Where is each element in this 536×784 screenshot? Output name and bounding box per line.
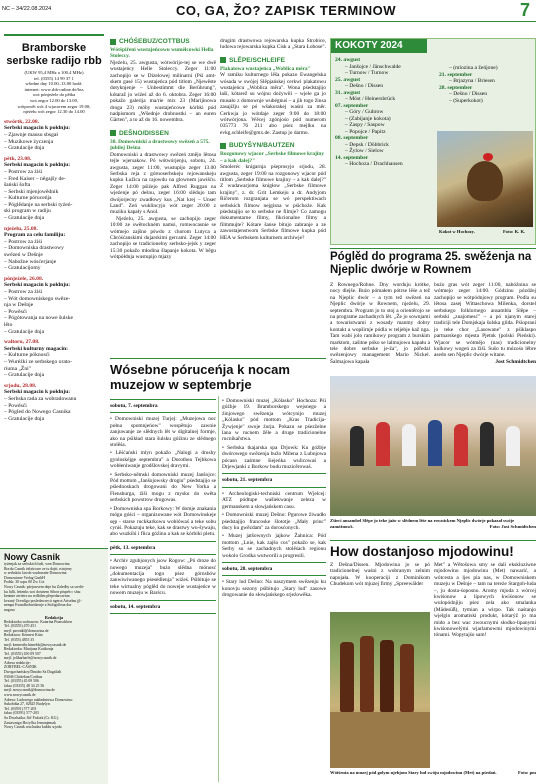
impressum-line: w serbskóu lawoh wudawańe Domowina xyxy=(4,571,67,576)
body-film: Smoleréc knigarnja pśeprosyjo srjodu, 28. awgusta, zeger 19:00 na rozgonowy wjacor pód titlom „Serbske filmowe krajiny – a kak dalej?" Z wudawarjoma knigłow „Serbske filmowe krajiny", z. dr. Grit Lemkeju a dr. Andyjom Ričerom rozgranjata se wó perspektiwach serbskich filmow nejgisna w pśichoźe. Kak pśedstajijo se to serbske ne filmje? Co zamogu dokumentarne filmy, fikcionalne filmy a filmmujte? Kótare šanse bitujo zabranje a ze zawostajenstwom Serbske filmowe kupka pód HEA w Serbskem kulturnem archiwje? xyxy=(220,164,326,241)
dancer-shape xyxy=(350,426,364,466)
kokoty-date: 21. september xyxy=(439,71,473,78)
redakcija-line: Redaktoru: Kennert Kitta xyxy=(4,633,43,638)
redakcija-line: www.nowycasnik.de xyxy=(4,693,36,698)
body-dissen-2: Njeźelu, 25. awgusta, se zachopijo zeger 10:00 ze swětockném namsi, romwocasnie se wótmejo zajšno pśwdo z chorom Lutyca a Chróśćanskimi dujarskimi gercami. Zeger 14:00 zachopijo se tradicionelny serbsko-jejsk y zeger 15:30 pokažo młodina šlapanje kokota. W běgu wótpółdnja wustupijo mjazy xyxy=(110,215,216,261)
museum-calendar-col2 xyxy=(222,396,326,599)
program-item: – Powěsći xyxy=(4,402,27,409)
folklore-photo xyxy=(330,376,536,516)
kokoty-place: – Janšojce / Jänschwalde xyxy=(345,63,401,70)
program-item: nja w Dešnje xyxy=(4,302,34,309)
redakcija-line: Nowy Casnik wuchadza kuždu srjodu xyxy=(4,725,62,730)
kokoty-place: – Žylow / Sielow xyxy=(345,148,384,154)
section-label: DEŠNO/DISSEN xyxy=(119,129,169,137)
kokoty-box xyxy=(330,38,536,245)
column-schleife xyxy=(220,38,326,241)
radio-address-line: wšedne dny 10.00–13.00 hodź. xyxy=(25,81,83,87)
kokoty-place: – Brjazyna / Briesen xyxy=(449,78,495,84)
article1-col2-text: buźo gras wót zeger 11:00, nabóźnina se wótmejo zeger 14:00. Gódzinu pózdźej zachopijo se wótpódnjowy program. Podla su lětosa zasej Wittaschowa Milenka, dorstel serbskego folklornego ansambla Slěpe – serbski „znajomesć" – a pó njanym starej tradiciji tele Domjskaja šulska gilda. Pśiopraní jo teke chor „Lasowane" z pśiklaspo partnarskego mjesta Pjetnk (polski Pieński). Wjacor se wótmějo (nas) tradicionelny kulkowy wogeń za žiši. Sušo tu mózośo lěbre asedo sen Njeplic dwórje witane. xyxy=(434,282,536,359)
calendar-date: sobotu, 21. septembra xyxy=(222,477,273,484)
redakcija-line: Adresa redakcije: xyxy=(4,660,31,665)
program-day: njeźelu, 25.08. xyxy=(4,225,38,232)
program-item: – Postrow za źiśi xyxy=(4,289,43,295)
headline-plakat: Plakatowa wustajeńca „Woblica měra" xyxy=(220,65,311,72)
redakcija-line: Tel. (0355) 4855 35 xyxy=(4,637,35,642)
program-item: – Fred Kaiser – něgajšy de- xyxy=(4,175,66,182)
section-schleife xyxy=(220,57,326,64)
impressum-line: nempa Ewmdbobwitkenje a Stoligolleaa dor xyxy=(4,603,72,608)
program-item: – Gratulacijomy xyxy=(4,265,41,272)
kokoty-credit: Foto: K. K. xyxy=(503,229,526,234)
kokoty-place: – (Zabijanje kokota) xyxy=(345,115,391,122)
body-continuation: drugim drastwowa rejowarska kupka Strobice, ludowa rejowarska kupka Cisk a „Stara Łobose". xyxy=(220,38,326,51)
impressum-line: Bordu Casnik źelaśrowe ze tu dajń; rsiwjeny xyxy=(4,566,72,571)
program-day: stwórtk, 22.08. xyxy=(4,118,40,125)
dancer-shape xyxy=(402,424,416,466)
calendar-rule xyxy=(222,487,326,488)
calendar-date: pětk, 13. septembra xyxy=(110,544,156,551)
redakcija-line: Redaktorka: Marijana Kottkonja xyxy=(4,647,54,652)
section-square-icon xyxy=(220,143,226,149)
impressum-line: kentnie atvietrs na redltilen přepedarczeran xyxy=(4,594,70,599)
kokoty-list-left xyxy=(335,57,435,168)
program-item: – Wuréźki ze serbskego orato- xyxy=(4,358,73,365)
section-square-icon xyxy=(110,39,116,45)
program-item: – Postrow za źiśi xyxy=(4,168,43,175)
calendar-entry: • Serbska tkajarska spa Drjowk: Ku góźbje dwórowego swězenja bužo Milena z Lubnjowa pócasn zaśmne šiejeńka wulicowaś a Drjewjanki z Borkow budu muzicěrowaś. xyxy=(222,444,326,471)
section-square-icon xyxy=(110,130,116,136)
program-day: wałtoru, 27.08. xyxy=(4,339,40,346)
program-item: – Kulturne póruceńja xyxy=(4,195,52,202)
kokoty-date: 25. awgust xyxy=(335,76,361,83)
redakcija-line: 03046 Chóśebuz/Cottbus xyxy=(4,674,43,679)
program-item: – Serbski mjenjowědnik xyxy=(4,188,59,195)
calendar-entry: • Lěśćański mlyn pokažo „Nalogi a drushy gynloskéjge septembra" a Dorothea Tejbkowa wobłeniwanje grodšlovskej dravymi. xyxy=(110,450,216,470)
redakcija-heading: Redakcija xyxy=(44,614,64,620)
calendar-entry: • Domowniski muzej Turjej: „Muzejowa noc połna spomnjeńow" wospětujo zawnie zanjuwanje ze slědnych lět w digitalnej formje, ako na pśikład stara šulsku góźinu ze slědnego stolěśa. xyxy=(110,416,216,449)
article1-caption xyxy=(330,518,536,529)
calendar-entry: • Muzej jatšownych jajkow Žahnica: Pód mottom „Lnie, kak zajšo cos" pokažo se, kak Serby su se zachadnych stolěśach regionu wokolo Grodka wutworili a progresili. xyxy=(222,533,326,559)
calendar-rule xyxy=(110,399,216,400)
calendar-entry: • Domowniski muzej „Kólasko" Hochoza: Pśi góźbje 19. Bramborskego wejsnego a źinjowego swězenja wótcynijo muzej „Kólasko" pód mottom „Kras Tradicija-Žywjenje" swoje źurja. Pokazu se pśezželne lana w rucnem žěle a druge tradicionelne rucnikařstwa. xyxy=(222,398,326,443)
calendar-rule xyxy=(110,613,216,614)
divider xyxy=(330,540,536,541)
bottle-shape xyxy=(360,636,374,712)
program-item: riuma „Žni" xyxy=(4,365,31,372)
program-item: ski program w radiju xyxy=(4,208,51,215)
kokoty-place: – Dešno / Dissen xyxy=(345,83,384,89)
body-hella: Njeźelu, 25. awgusta, wótwórijo-tej se we dwě wustajeńcy Helle Stoleccy. Zeger 11:00 zachopijo se w Dizelowej milinarni (Pśi amt-skem gasé 15) wustajeńca pód titlom „Njewěste dotyknjenje – Unbestimmt die Berührung", kótaraž jo wiźeś až do 6. oktobra. Zeger 16:00 pokažo galerija ma/rie mix 23 (Marijinowa droga 23) móby wustajeńcowe kórbki pód nadpismom „Wšednje drobnostki – an euren Gärten", a to až do 16. nowembra. xyxy=(110,59,216,124)
article1-author: Jost Schmidtchen xyxy=(495,358,536,365)
calendar-entry: • Domowniska spa Borkowy: W domje znakania mógu góści – organizowane wót Domowinskeje sęp - starse ruckkarkowu woblówaś a teke sobu cyniś. Pokazuju teke, kak se drastwy wu-šywaju, abo wuzkilú i flica góźinu a kak se kórbiki pletu. xyxy=(110,505,216,538)
program-item: – Zjawnje mausu sbsgał xyxy=(4,131,58,138)
article1-credit: Foto: Jost Schmidtchen xyxy=(489,523,536,529)
redakcija-body xyxy=(4,620,104,730)
issue-label: NC – 34/22.08.2024 xyxy=(2,6,52,12)
kokoty-place: – (mlozina a žeńjone) xyxy=(449,65,498,71)
dancer-shape xyxy=(480,422,494,466)
kokoty-title: KOKOTY 2024 xyxy=(331,39,427,53)
article3-body-text: Met" a Wětošowa smy se dali ekskluziwne mjodowinu mjodowinu (Met) nawarić, a wótcesta a ljes pla nas, w Domowniskem muzeju w Dešnje – tam na tereże Stargoh-luda –, ju dosta-śoposno. Aromy mjoda z wórcej kwiśonow a lipowych kwiśonow se wulopódnjiju pśez zela ako smalanka (Mädesüß), tymian a wirpo. Tak naśtanjo wjelgin aromatiski produkt, kótarýž jo ma mido a bez wac zwoucnymi słodko-lipanymi kwiśonowelými wjarlamowmi mjodowinymi tónami. Wopytajśo sam! xyxy=(434,562,536,639)
program-item: – Postrow za źiśi xyxy=(4,238,43,245)
section-label: CHÓŚEBUZ/COTTBUS xyxy=(119,38,190,45)
kokoty-date: 07. september xyxy=(335,102,369,109)
program-item: lěto xyxy=(4,321,13,328)
rooster-photo xyxy=(437,131,533,227)
program-item: – Pógótowanja na nowe šulske xyxy=(4,315,73,322)
kokoty-date: 14. september xyxy=(335,154,369,161)
program-item: – Serbska rada za wobradowanu xyxy=(4,395,77,402)
kokoty-place: – Turnow / Turnow xyxy=(345,70,389,76)
article2-title-line2: muzejow w septembrje xyxy=(110,377,252,392)
program-item: – Muzikowe życzenja xyxy=(4,138,54,145)
program-item: Serbski kulturny magacin: xyxy=(4,345,69,352)
redakcija-line: Tel. (03555) 470 451 xyxy=(4,624,37,629)
program-item: – Gratulacije dnja xyxy=(4,215,45,222)
redakcija-line: Adresa: Ludowego nakładnistwa Domowina: xyxy=(4,697,73,702)
radio-address-line: tel. (0355) 14 99 37 1 xyxy=(34,75,74,81)
column-cottbus xyxy=(110,38,216,261)
calendar-entry: • Domowniski muzej Dešno: Pgurowe žiwadło pśedstajijo francoske šlototje „Mały princ" ducy ku gwězdam" za dorosćonych. xyxy=(222,512,326,531)
redakcija-line: mejl: kennertbr.himelds@nowycasnik.de xyxy=(4,642,67,647)
calendar-rule xyxy=(110,412,216,413)
article3-lead: Z Dešna/Dissen. Mjodowina jo se pó tradicionelnej waśni z wobranym zelnim napojała. W kooperaciji z Dominikom Chudekom wót mjuzej firmy „Spreewälder xyxy=(330,562,430,588)
article2-title-line1: Wósebne póruceńja k nocam xyxy=(110,362,290,377)
kokoty-caption: Kokot w Hochozy. xyxy=(439,229,475,234)
program-item: – Wót domowniskego swěze- xyxy=(4,295,71,302)
dancer-shape xyxy=(506,426,520,466)
redakcija-line: Sa Dwalsatka: Jitř Fuloxk (Cr. KG), xyxy=(4,716,59,720)
dancer-shape xyxy=(376,422,390,466)
calendar-entry: • Archeologiski-techniski centrum Wjelcej: ATZ pódtupe wašiekwanje zeleza w germanskem a slowjańskem casu. xyxy=(222,490,326,510)
radio-title-2: serbske radijo rbb xyxy=(6,54,102,67)
impressum-line: Podsk: 30 sopu 00 Zw Cot xyxy=(4,580,45,585)
redakcija-line: Dwogachańskoy/Dmabo Sa Dugaliali xyxy=(4,670,62,675)
article1-title: Póglěd do programa 25. swěźenja na Njeplic dwórje w Rownem xyxy=(330,251,532,276)
program-item: – Gratulacije dnja xyxy=(4,415,45,422)
radio-program xyxy=(0,119,108,423)
article1-col1: Z Rownego/Rohne. Dny worduju krótke, nocy dlejše. Bużo pómałem pótrse lěśe a tež na Njeplic dwór – a tym tež swězeń na Njeplic dwórje w Rownem, njeźelu, 29. septembra. Program jo to stoj a orientěrojo se na programe zachadnych lět. „Že jo sownjami a towaristwami z wosady manmy dobry kontakt a wopširnje pódla w teljebje kaž nga. Tam wabi jolo ramikowy program z burskim marktom, zašitne póko se lalmujowu kapału a tele dobre serbske je-ža", jo póředal swězenjowy management Mario Nickel. Šalmajowa kapała xyxy=(330,282,430,365)
radio-address-line: internet: www.rbb-online.de/bss xyxy=(24,86,84,92)
impressum-line: Domowinne Verlag GmbH xyxy=(4,575,45,580)
redakcija-line: ZORYBEL-CASNIK xyxy=(4,665,37,670)
calendar-rule xyxy=(110,554,216,555)
dancer-shape xyxy=(428,420,442,466)
program-item: swězeń w Dešnje xyxy=(4,252,43,259)
kokoty-date: 31. awgust xyxy=(335,89,361,96)
section-dissen xyxy=(110,130,216,137)
impressum-line: nugoso xyxy=(4,607,15,612)
redakcija-line: Tel. (03555) 450 09 507 xyxy=(4,651,41,656)
museum-calendar-col1 xyxy=(110,396,216,617)
kokoty-date: 24. awgust xyxy=(335,57,361,63)
redakcija-line: Tel. (03591) 577-203 xyxy=(4,706,37,711)
radio-address-line: wótpowět wót 4 wjacorem zegor 19.00; xyxy=(17,103,91,109)
bottle-shape xyxy=(380,640,394,712)
calendar-rule xyxy=(110,541,216,542)
kokoty-place: – Popojce / Papitz xyxy=(345,128,386,135)
section-label: SLĚPE/SCHLEIFE xyxy=(229,56,286,64)
program-item: – Nabožne wósćerjanje xyxy=(4,258,57,265)
section-cottbus xyxy=(110,38,216,45)
article3-body xyxy=(434,562,536,639)
program-item: – Póglědanje na serbski tyźeń- xyxy=(4,201,73,208)
program-item: Program za celu familiju: xyxy=(4,232,66,239)
radio-address xyxy=(4,70,104,115)
article3-credit: Foto: pm xyxy=(518,770,536,775)
headline-hella: Wótšpiřeni wustajeńcowu wumělcowki Hella Stoleccy. xyxy=(110,47,214,60)
program-item: šański šofta xyxy=(4,182,31,189)
program-item: – Powěsći xyxy=(4,308,27,315)
kokoty-date: 28. september xyxy=(439,84,473,91)
program-item: – Pógled do Nowego Casnika xyxy=(4,409,71,416)
calendar-entry: • Serbsko-němski domowniski muzej Janšojce: Pód mottom „Janšojowsky drogiu" pśedstajijo se pśiednoskach drogowani do New Yorka a Flensburga, źiši mogu z mysku do swěta serbskich powstrow drogowas. xyxy=(110,471,216,504)
kokoty-place: – Zaspy / Saspow xyxy=(345,122,385,128)
article2-title xyxy=(110,362,326,392)
rooster-shape xyxy=(467,161,503,201)
impressum-title: Nowy Casnik xyxy=(4,552,61,562)
impressum-line: kvsaný Ocenligo posledzwsecii ngerot Ariselnu jjl- xyxy=(4,598,82,603)
program-item: Serbski magacin k połdnju: xyxy=(4,125,71,132)
page-number: 7 xyxy=(520,0,531,20)
kokoty-place: – Góry / Guhrow xyxy=(345,109,384,115)
redakcija-line: Sukobdúa 27, 02625 Budyšyn xyxy=(4,702,50,707)
page-header xyxy=(0,0,536,22)
kokoty-place: – Móst / Heinersbrück xyxy=(345,96,396,102)
impressum xyxy=(0,548,108,784)
radio-address-line: njeźelu wót zegor 12.30 do 14.00 xyxy=(23,109,85,115)
impressum-line: ku lidli, leitenks wot dostnem Sibon póspeb c sfau xyxy=(4,589,81,594)
dancer-shape xyxy=(454,424,468,466)
program-day: pónjeźele, 26.08. xyxy=(4,275,44,282)
program-item: – Gratulacije dnja xyxy=(4,372,45,379)
impressum-line: Nowy Casnik: pśejuwsem dnje hu Zaledby sa sredit- xyxy=(4,584,85,589)
redakcija-line: Redaktorka wobrazow: Katarína Piunschken xyxy=(4,619,72,624)
body-dissen: Domowniski a drastwowy swězeń změjo lětosa tejle wjersakow. Pó wótwórjenju, sobotu, 24. awgusta, zeger 11:00, wustupijo zeger 13.00 Serbska reja z górnoserbskeju rejowanskeju kupku Łužica na rajowdu na glownem jawišću. Zeger 14:00 pśiźejo pak Alfred Ruggan na wjeźenje pó dešnu, zeger 16:00 slědujo tam dwójorjecny zwadłowy kus „Nat krej – Unser Land". Zeń wuklincyjo wót zeger 20:00 z muziku kapały s Anol. xyxy=(110,151,216,216)
column-rule xyxy=(218,396,219,782)
calendar-date: sobotu, 14. septembra xyxy=(110,603,161,610)
radio-title-1: Bramborske xyxy=(21,42,87,54)
calendar-entry: • Stary lud Dešno: Na naszymem swězenju ku konovju sezony pśibitujo „Stary lud" zasowe drogowanie do słowjańskego srjeźowěka. xyxy=(222,579,326,599)
redakcija-line: fakso (03591) 577-203 xyxy=(4,711,39,716)
redakcija-line: mejl: jolikarbarle@nowycasnik.de xyxy=(4,656,57,661)
calendar-entry: • Archiv zgubjonych jsow Rogow: „Pó droze do nowego muzeja" bużo slědna mónosć „dokumentacija togo pśez górnsbów zanwiwiwanego pśesèdlenja" wiźeś. Pśibituje se teke wirtualny póglěd do nowejie wustajeńce w nowem muzeju w Barścu. xyxy=(110,558,216,597)
article1-caption-text: Zšieci ansambel Slěpe jo teke jažo w slědnem lěśe na rownickem Njeplic dwórje pokazał swóje zamóžnosći. xyxy=(330,518,515,529)
program-day: pětk, 23.08. xyxy=(4,155,32,162)
section-bautzen xyxy=(220,142,326,149)
calendar-date: sobotu, 7. septembra xyxy=(110,403,158,409)
table-shape xyxy=(330,712,430,768)
redakcija-line: mejl: pseonkl@domowina.de xyxy=(4,628,49,633)
kokoty-date: 08. september xyxy=(335,135,369,141)
calendar-rule xyxy=(222,575,326,576)
article3-caption-text: Wótšenta na muzej pód golym njebjom Stary lud swóju mjodowinu (Met) na pśedań. xyxy=(330,770,497,775)
divider xyxy=(110,358,326,359)
program-item: – Domowniska drastwowy xyxy=(4,245,64,252)
redakcija-line: Tel. (03355) 45 09 506 xyxy=(4,679,39,684)
divider xyxy=(330,248,536,249)
radio-address-line: wot pónjeźele do pětka xyxy=(32,92,76,98)
redakcija-line: mejl: nowycasnik@domowina.de xyxy=(4,688,55,693)
section-square-icon xyxy=(220,57,226,63)
radio-address-line: wot zegor 12.00 do 13.00, xyxy=(29,97,79,103)
program-item: Serbski magacin k połdnju: xyxy=(4,389,71,396)
article1-col2 xyxy=(434,282,536,365)
redakcija-line: fakso (03355) 48 34 25 56 xyxy=(4,683,45,688)
redakcija-line: Zastawniga Hoćyčka Jemanjemak xyxy=(4,720,56,725)
article3-title: How dostanjoso mjodowinu! xyxy=(330,544,514,559)
impressum-body xyxy=(4,562,104,613)
bottle-shape xyxy=(340,642,354,712)
mead-photo xyxy=(330,612,430,768)
calendar-rule xyxy=(222,562,326,563)
headline-dissen: 30. Domowniski a drastwowy swězeń a 575. jubilej Dešna xyxy=(110,138,210,152)
kokoty-place: – (Superkokot) xyxy=(449,97,483,104)
program-item: – Kulturne póknosći xyxy=(4,352,50,359)
rooster-comb xyxy=(483,153,493,161)
program-item: – Gratulacije dnja xyxy=(4,145,45,152)
calendar-rule xyxy=(222,473,326,474)
headline-film: Rozgonowy wjacor „Serbske filmowe krajiny – a kak dalej?" xyxy=(220,151,325,164)
program-day: srjodu, 28.08. xyxy=(4,382,37,389)
kokoty-list-right xyxy=(439,65,533,104)
impressum-line: tyźenjak za serbskich ludi, wen Domowinu xyxy=(4,562,70,566)
article3-caption xyxy=(330,770,536,776)
kokoty-place: – Depsk / Döbbrick xyxy=(345,141,389,148)
calendar-rule xyxy=(110,600,216,601)
kokoty-place: – Hochoza / Drachhausen xyxy=(345,161,403,167)
program-item: Serbski magacin k połdnju: xyxy=(4,282,71,289)
bottle-shape xyxy=(400,644,414,712)
kokoty-place: – Dešno / Dissen xyxy=(449,91,488,97)
radio-address-line: (UKW 95,4 MHz a 100,4 MHz) xyxy=(24,70,84,75)
program-item: – Gratulacije dnja xyxy=(4,328,45,335)
page-title: CO, GA, ŽO? ZAPISK TERMINOW xyxy=(176,3,397,18)
program-item: Serbski magacin k połdnju: xyxy=(4,162,71,169)
body-plakat: W ramiku kulturnego lěša pokazo Ewangelska wósada w swójej Slěpjańskej cerkwi plakatowu wustajeńcu „Woblica měra". Wona pśedstajijo łaší, kótarež su wójnu dożywili – wjele ga jo musało z domownje wubégnuś – a jih togo žinsa zasajižju se pó wšakorakej waśni za měr. Cerkwja jo wótdaje zeger 9:00 do 18:00 wótwórjona. Wěcej zgónjośo pód numerom 035773 76 211 abo pśez mejlku na evkg.schleife@gmx.de. Zastup jo darmo. xyxy=(220,72,326,136)
calendar-date: sobotu, 28. septembra xyxy=(222,565,273,572)
section-label: BUDYŠYN/BAUTZEN xyxy=(229,142,295,150)
